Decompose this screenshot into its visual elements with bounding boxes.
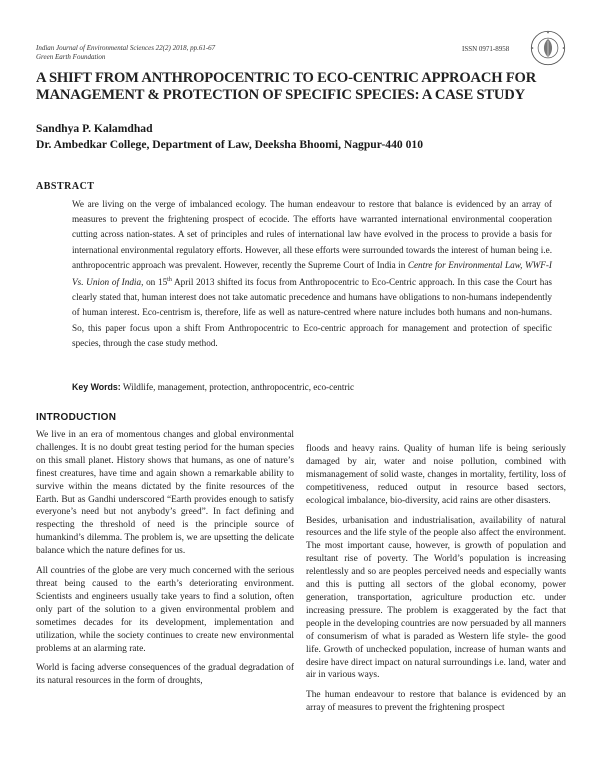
abstract-date-suffix: th xyxy=(167,277,172,284)
journal-header xyxy=(36,44,215,62)
paper-title: A SHIFT FROM ANTHROPOCENTRIC TO ECO-CENTRIC APPROACH FOR MANAGEMENT & PROTECTION OF SPECIFIC SPECIES: A CASE STUDY xyxy=(36,70,537,103)
introduction-heading: INTRODUCTION xyxy=(36,412,117,423)
abstract-text-part2: April 2013 shifted its focus from Anthropocentric to Eco-Centric approach. In this case the Court has clearly stated that, human interest does not take automatic precedence and humans have obligations to non-humans independently of human interest. Eco-centrism is, therefore, life as well as nature-centred where nature includes both humans and non-humans. So, this paper focus upon a shift From Anthropocentric to Eco-centric approach for management and protection of specific species, through the case study method. xyxy=(72,277,553,348)
keywords-list: Wildlife, management, protection, anthropocentric, eco-centric xyxy=(120,382,355,392)
right-column xyxy=(306,443,566,722)
paragraph: All countries of the globe are very much concerned with the serious threat being caused to the earth’s deteriorating environment. Scientists and engineers usually take years to find a solution, often only part of the solution to a given environmental problem and sometimes decades for its development, implementation and utilization, while the society continues to create new environmental problems at an alarming rate. xyxy=(36,566,294,654)
paragraph: floods and heavy rains. Quality of human life is being seriously damaged by air, water and noise pollution, combined with mismanagement of solid waste, changes in mortality, fertility, loss of competitiveness, reduced output in resource based sectors, ecological imbalance, bio-diversity, acid rains are other disasters. xyxy=(306,444,566,506)
paragraph: We live in an era of momentous changes and global environmental challenges. It is no doubt great testing period for the human species on this small planet. History shows that humans, as one of nature’s finest creatures, have time and again shown a remarkable ability to survive within the means dictated by the finite resources of the Earth. But as Gandhi underscored “Earth provides enough to satisfy everyone’s need but not anybody’s greed”. In fact defining and respecting the threshold of need is the principle source of humankind’s dilemma. The problem is, we are upsetting the delicate balance which the nature defines for us. xyxy=(36,430,294,557)
abstract-date: on 15 xyxy=(143,277,168,288)
journal-citation: Indian Journal of Environmental Sciences 22(2) 2018, pp.61-67 xyxy=(36,44,216,52)
foundation-logo-icon xyxy=(530,30,566,66)
abstract-heading: ABSTRACT xyxy=(36,181,95,192)
issn-label: ISSN 0971-8958 xyxy=(462,45,510,53)
paragraph: The human endeavour to restore that balance is evidenced by an array of measures to prevent the frightening prospect xyxy=(306,690,566,714)
left-column xyxy=(36,412,294,695)
case-citation: Centre for Environmental Law, WWF-I Vs. Union of India, xyxy=(72,259,552,288)
author-block xyxy=(36,121,576,152)
keywords-line xyxy=(72,381,552,393)
paragraph: World is facing adverse consequences of the gradual degradation of its natural resources in the form of droughts, xyxy=(36,663,294,687)
author-affiliation: Dr. Ambedkar College, Department of Law, Deeksha Bhoomi, Nagpur-440 010 xyxy=(36,137,423,151)
publisher-name: Green Earth Foundation xyxy=(36,53,106,61)
abstract-text xyxy=(72,197,552,351)
abstract-text-part1: We are living on the verge of imbalanced ecology. The human endeavour to restore that balance is evidenced by an array of measures to prevent the frightening prospect of ecocide. The efforts have warranted international environmental cooperation cutting across nation-states. A set of principles and rules of international law have evolved in the process to provide a basis for international environmental regulatory efforts. However, all these efforts were surrounded towards the interest of human being i.e. anthropocentric approach was prevalent. However, recently the Supreme Court of India in xyxy=(72,199,552,270)
keywords-label: Key Words: xyxy=(72,382,121,392)
paragraph: Besides, urbanisation and industrialisation, availability of natural resources and the life style of the people also affect the environment. The most important cause, however, is growth of population and resultant rise of poverty. The World’s population is increasing relentlessly and so are peoples perceived needs and especially wants and this is putting all sectors of the global economy, power generation, transportation, agriculture production etc. under increasing pressure. The problem is exaggerated by the fact that people in the developing countries are now persuaded by all manners of consumerism of what is paraded as Western life style- the good life. Growth of unchecked population, increase of human wants and desire have direct impact on natural surroundings i.e. land, water and air in various ways. xyxy=(306,515,566,681)
author-name: Sandhya P. Kalamdhad xyxy=(36,122,153,135)
